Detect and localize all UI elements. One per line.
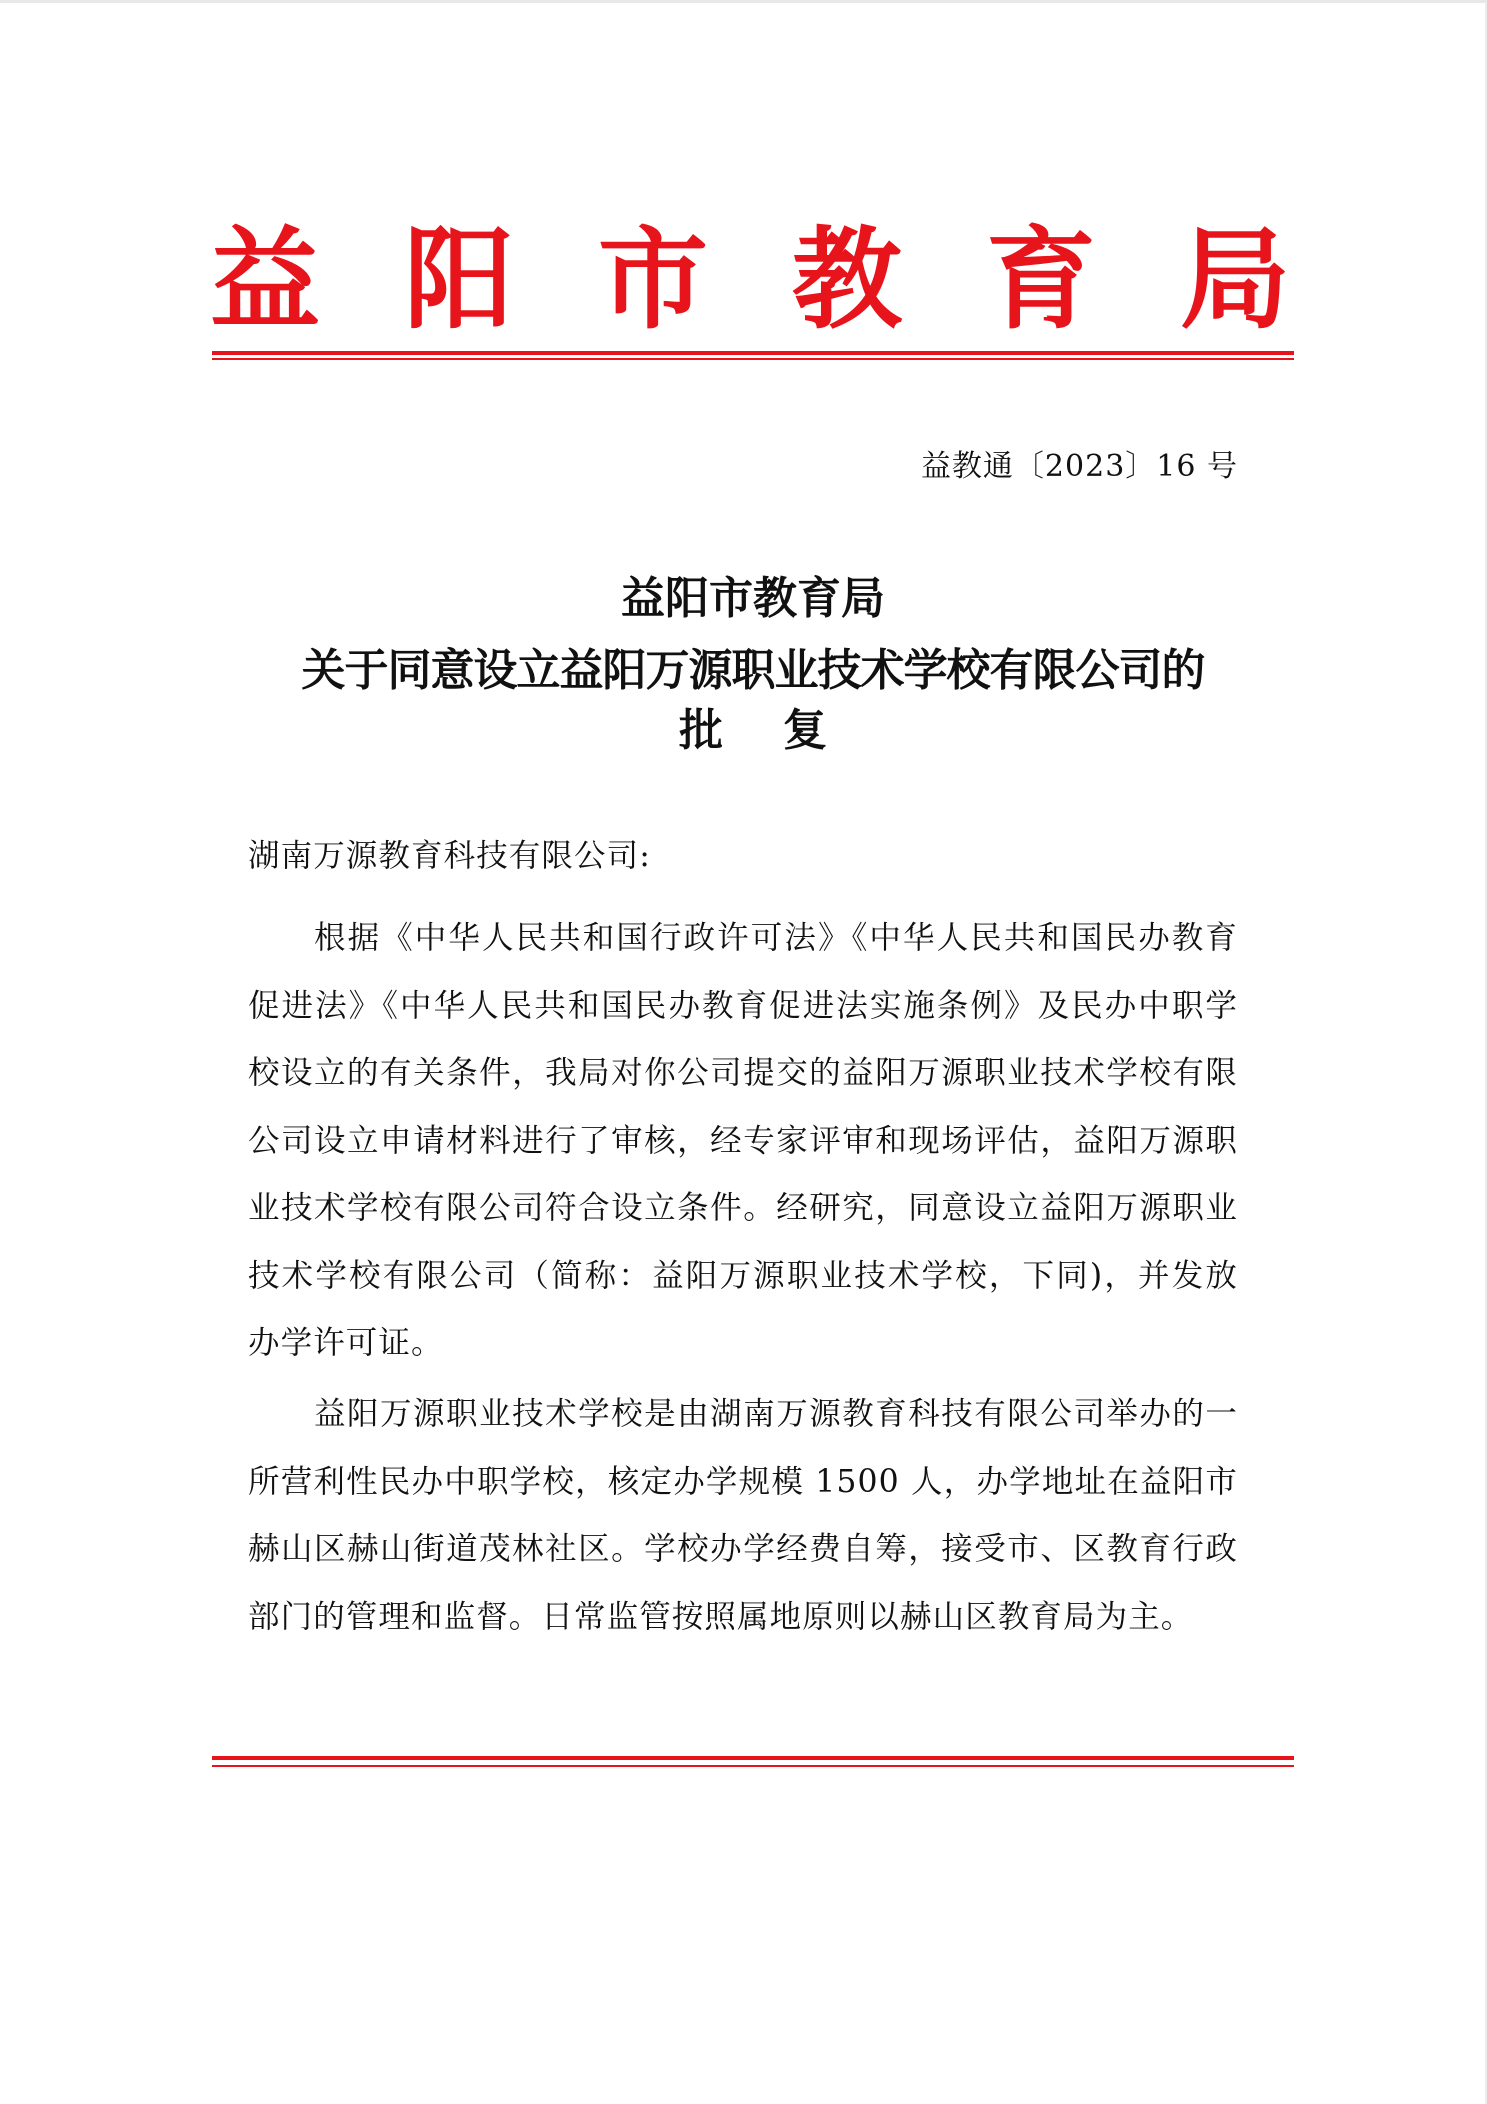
masthead-char: 局 [1180,215,1290,344]
masthead-title [210,215,1290,345]
masthead-char: 教 [792,215,902,344]
document-number: 益教通〔2023〕16 号 [920,449,1238,484]
title-issuer: 益阳市教育局 [621,573,885,624]
salutation: 湖南万源教育科技有限公司: [248,838,651,874]
masthead-char: 育 [986,215,1096,344]
masthead-char: 益 [210,215,320,344]
title-doctype: 批复 [679,705,887,756]
footer-divider [212,1756,1294,1760]
body-paragraph: 益阳万源职业技术学校是由湖南万源教育科技有限公司举办的一所营利性民办中职学校，核定办学规模 1500 人，办学地址在益阳市赫山区赫山街道茂林社区。学校办学经费自筹，接受市、区教育行政部门的管理和监督。日常监管按照属地原则以赫山区教育局为主。 [248,1396,1238,1635]
title-subject: 关于同意设立益阳万源职业技术学校有限公司的 [301,645,1205,696]
masthead-char: 市 [598,215,708,344]
footer-divider-thin [212,1765,1294,1767]
masthead-divider [212,351,1294,355]
masthead-char: 阳 [404,215,514,344]
masthead-divider-thin [212,358,1294,360]
body-paragraph: 根据《中华人民共和国行政许可法》《中华人民共和国民办教育促进法》《中华人民共和国民办教育促进法实施条例》及民办中职学校设立的有关条件，我局对你公司提交的益阳万源职业技术学校有限公司设立申请材料进行了审核，经专家评审和现场评估，益阳万源职业技术学校有限公司符合设立条件。经研究，同意设立益阳万源职业技术学校有限公司（简称：益阳万源职业技术学校，下同)，并发放办学许可证。 [248,920,1238,1361]
